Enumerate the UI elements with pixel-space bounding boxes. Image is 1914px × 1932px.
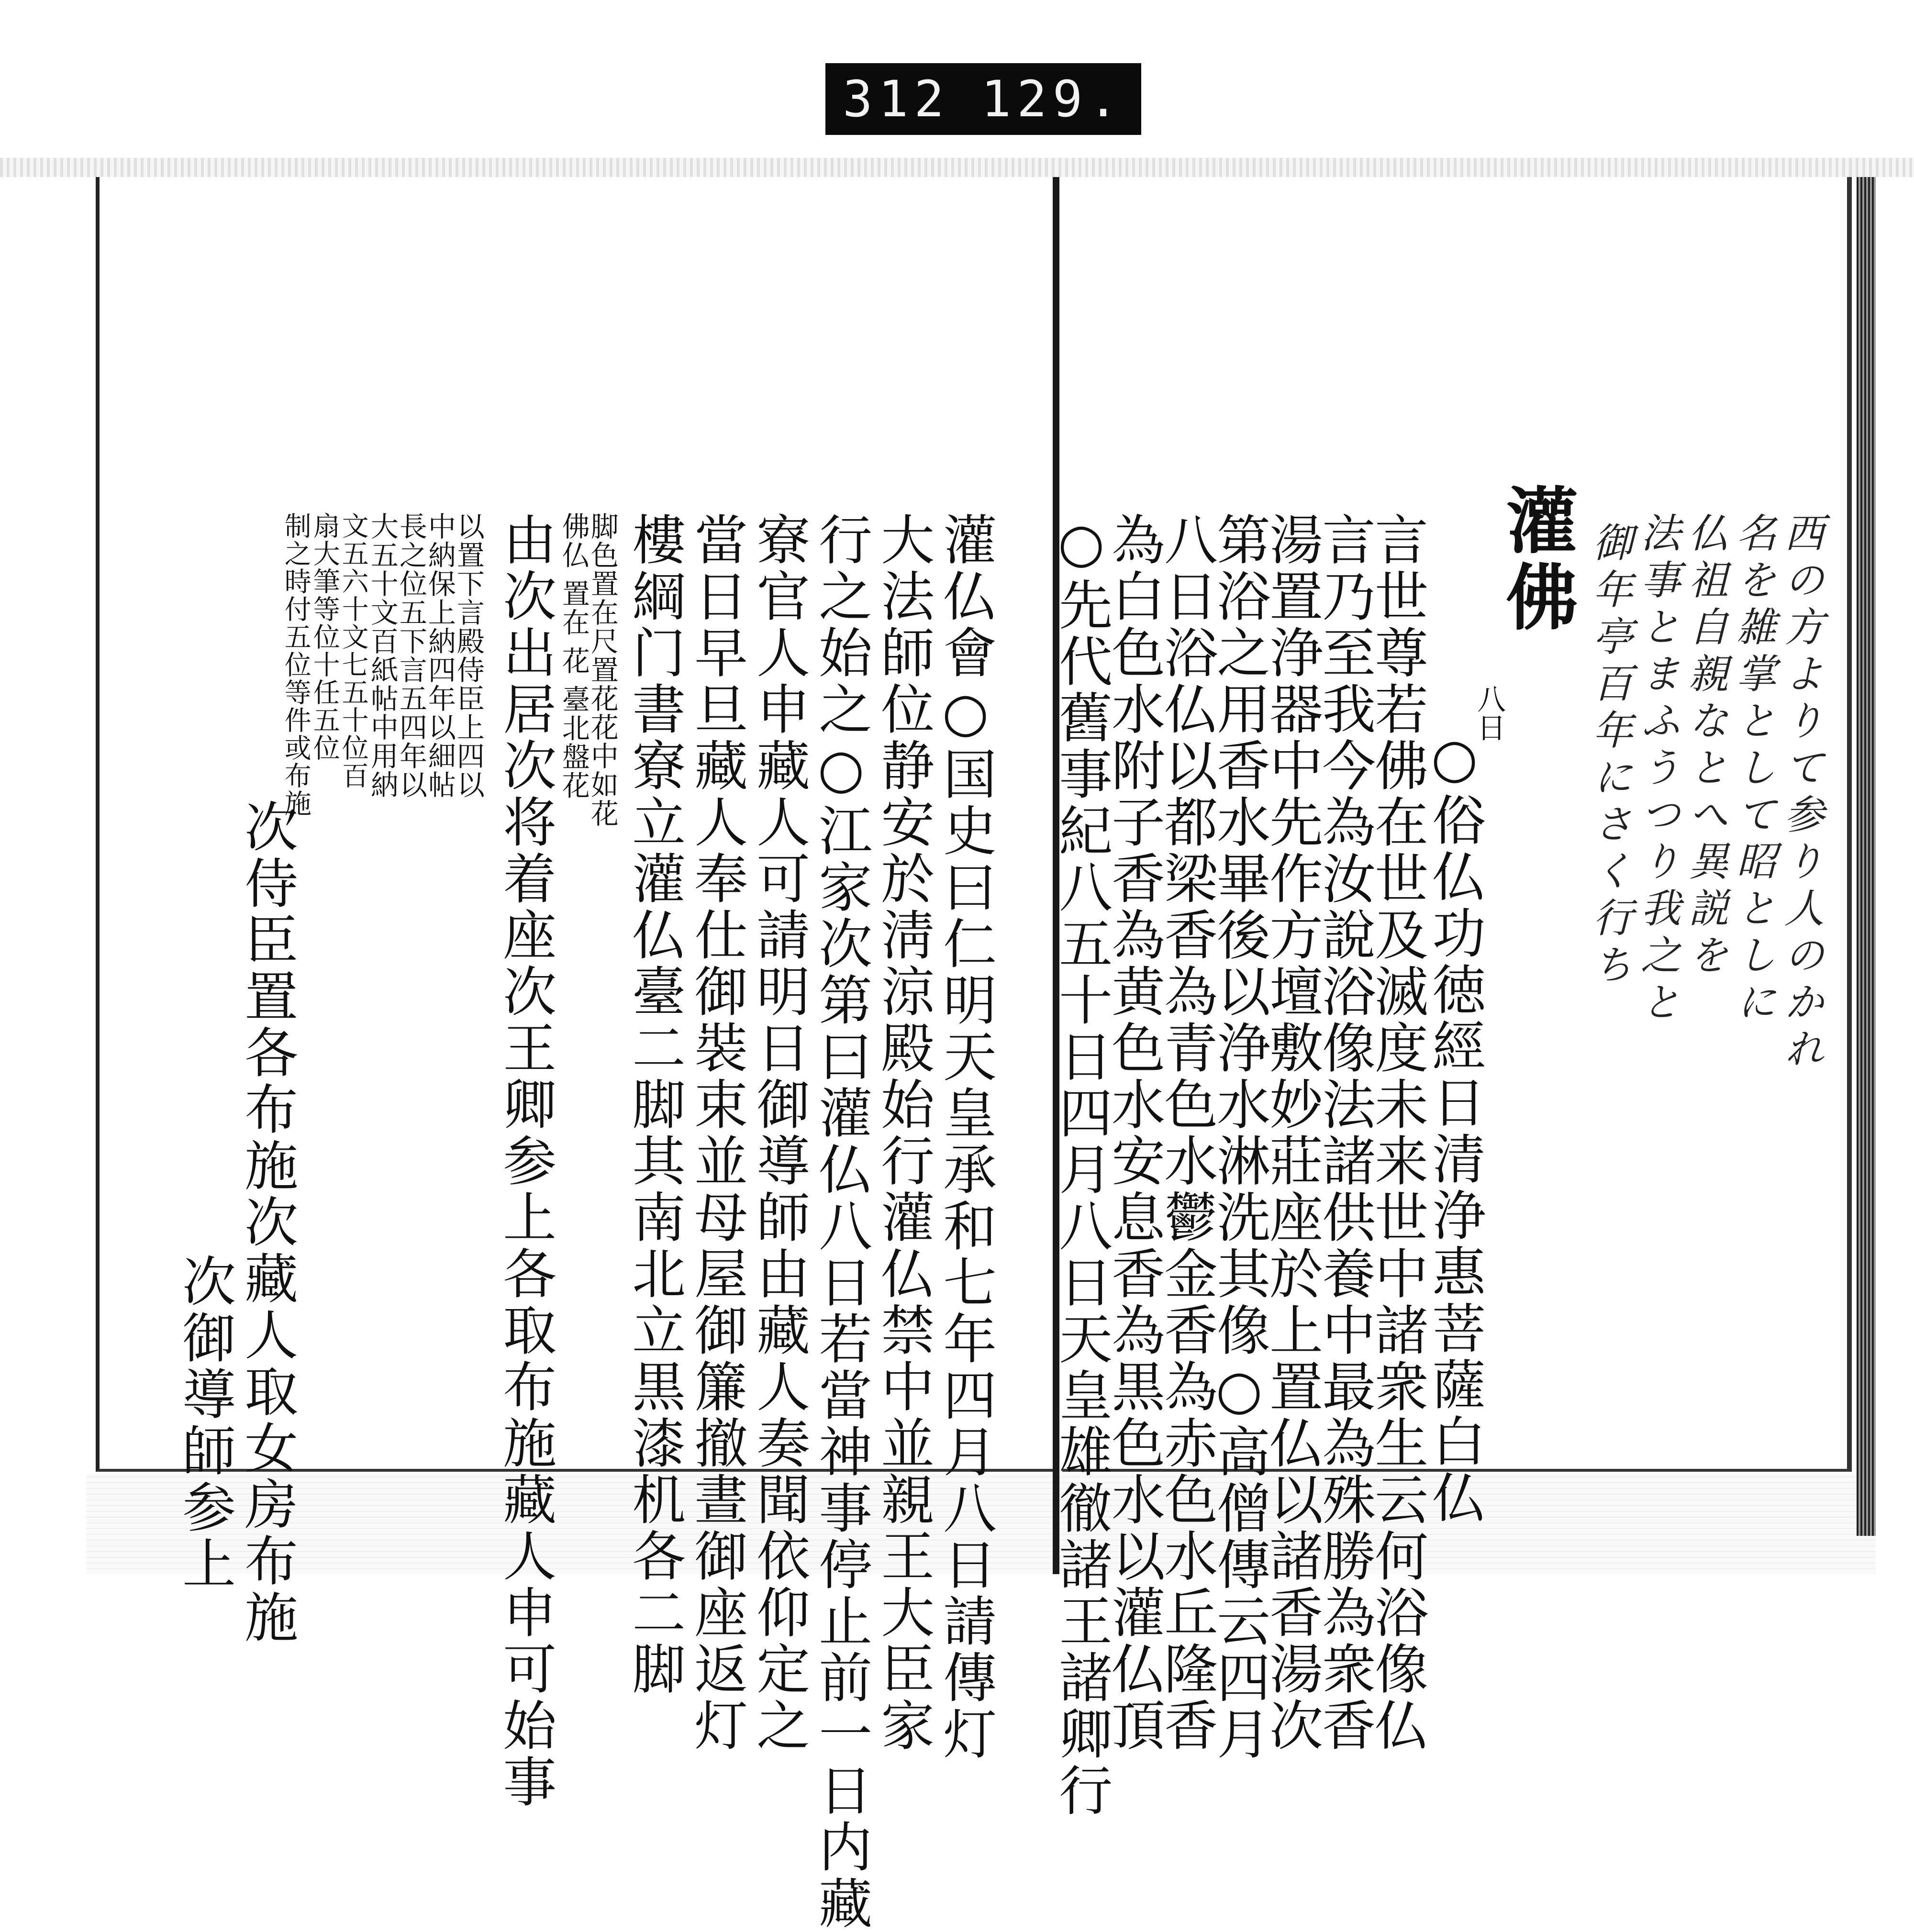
handwritten-line-1: 西の方よりて参り人のかれ bbox=[1778, 512, 1825, 1075]
left-small-col-3: 以置下言殿侍臣上四以 bbox=[452, 512, 485, 799]
right-page bbox=[1050, 177, 1852, 1819]
left-small-col-1: 脚色置在尺置花花中如花 bbox=[586, 512, 619, 828]
right-top-note: ○俗仏功徳經日清浄惠菩薩白仏 bbox=[1423, 727, 1486, 1526]
left-main-col-3: 行之始之○江家次第曰灌仏八日若當神事停止前一日内藏 bbox=[810, 512, 872, 1932]
right-col-3: 湯置浄器中先作方壇敷妙莊座於上置仏以諸香湯次 bbox=[1260, 512, 1323, 1754]
left-main-col-7: 由次出居次将着座次王卿参上各取布施藏人申可始事 bbox=[494, 512, 556, 1810]
left-main-col-9: 次御導師参上 bbox=[173, 1254, 236, 1592]
handwritten-line-5: 御年亭百年にさく行ち bbox=[1586, 522, 1634, 990]
handwritten-line-2: 名を雑掌として昭としに bbox=[1730, 512, 1777, 1028]
left-main-col-6: 樓綱门書寮立灌仏臺二脚其南北立黒漆机各二脚 bbox=[623, 512, 686, 1698]
left-small-col-9: 制之時付五位等件或布施 bbox=[280, 512, 312, 817]
section-heading-date: 八日 bbox=[1472, 684, 1506, 742]
left-small-col-2: 佛仏 置在 花 臺北盤花 bbox=[557, 512, 590, 800]
right-col-4: 第浴之用香水畢後以浄水淋洗其像○高僧傳云四月 bbox=[1208, 512, 1270, 1763]
left-small-col-7: 文五六十文七五十位百 bbox=[337, 512, 369, 789]
left-small-col-5: 長之位五下言五四年以 bbox=[394, 512, 427, 799]
handwritten-line-4: 法事とまふうつり我之と bbox=[1634, 512, 1681, 1028]
left-small-col-6: 大五十文百紙帖中用納 bbox=[366, 512, 399, 799]
archive-label bbox=[825, 63, 1141, 135]
right-col-2: 言乃至我今為汝說浴像法諸供養中最為殊勝為衆香 bbox=[1313, 512, 1376, 1754]
left-main-col-4: 寮官人申藏人可請明日御導師由藏人奏聞依仰定之 bbox=[747, 512, 810, 1754]
right-col-5: 八日浴仏以都梁香為青色水鬱金香為赤色水丘隆香 bbox=[1155, 512, 1218, 1754]
left-page bbox=[96, 177, 1057, 1932]
right-col-1: 言世尊若佛在世及滅度未来世中諸衆生云何浴像仏 bbox=[1366, 512, 1428, 1754]
left-main-col-8: 次侍臣置各布施次藏人取女房布施 bbox=[235, 799, 298, 1646]
left-small-col-4: 中納保上納四年以細帖 bbox=[423, 512, 456, 799]
section-heading: 灌佛 bbox=[1493, 483, 1578, 636]
open-book bbox=[86, 177, 1866, 1932]
left-main-col-5: 當日早旦藏人奉仕御裝束並母屋御簾撤晝御座返灯 bbox=[685, 512, 748, 1754]
left-main-col-2: 大法師位静安於淸涼殿始行灌仏禁中並親王大臣家 bbox=[872, 512, 935, 1754]
label-left-number: 312 bbox=[843, 70, 950, 128]
left-main-col-1: 灌仏會○国史曰仁明天皇承和七年四月八日請傳灯 bbox=[934, 512, 997, 1763]
page-stack-edge bbox=[1857, 177, 1876, 1536]
right-col-6: 為白色水附子香為黄色水安息香為黒色水以灌仏頂 bbox=[1102, 512, 1165, 1754]
scanner-edge-band bbox=[0, 158, 1914, 177]
handwritten-line-3: 仏祖自親なとへ異説を bbox=[1682, 512, 1729, 981]
label-right-number: 129. bbox=[981, 70, 1124, 128]
right-col-7: ○先代舊事紀八五十日四月八日天皇雄徹諸王諸卿行 bbox=[1050, 512, 1113, 1819]
left-small-col-8: 扇大筆等位十任五位 bbox=[309, 512, 340, 762]
